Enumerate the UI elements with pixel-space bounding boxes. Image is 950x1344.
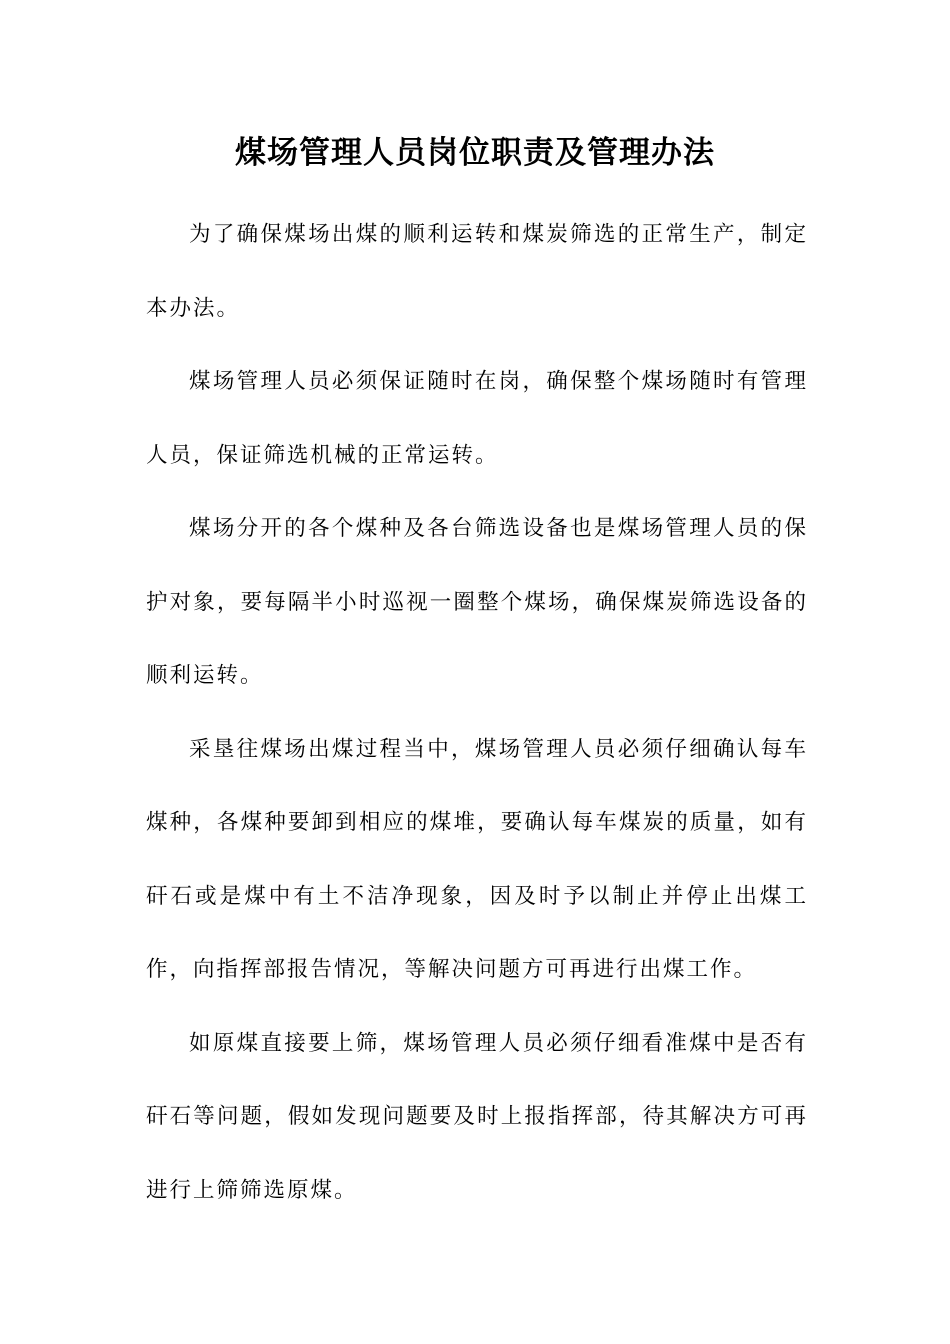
- paragraph-purpose: 为了确保煤场出煤的顺利运转和煤炭筛选的正常生产，制定本办法。: [146, 222, 808, 321]
- document-body: [146, 198, 808, 1227]
- paragraph-patrol: 煤场分开的各个煤种及各台筛选设备也是煤场管理人员的保护对象，要每隔半小时巡视一圈整个煤场，确保煤炭筛选设备的顺利运转。: [146, 516, 808, 688]
- paragraph-loading-check: 采垦往煤场出煤过程当中，煤场管理人员必须仔细确认每车煤种，各煤种要卸到相应的煤堆，要确认每车煤炭的质量，如有矸石或是煤中有土不洁净现象，因及时予以制止并停止出煤工作，向指挥部报告情况，等解决问题方可再进行出煤工作。: [146, 736, 808, 982]
- paragraph-on-duty: 煤场管理人员必须保证随时在岗，确保整个煤场随时有管理人员，保证筛选机械的正常运转。: [146, 369, 808, 468]
- document-title: 煤场管理人员岗位职责及管理办法: [235, 135, 715, 171]
- paragraph-screening: 如原煤直接要上筛，煤场管理人员必须仔细看准煤中是否有矸石等问题，假如发现问题要及时上报指挥部，待其解决方可再进行上筛筛选原煤。: [146, 1030, 808, 1203]
